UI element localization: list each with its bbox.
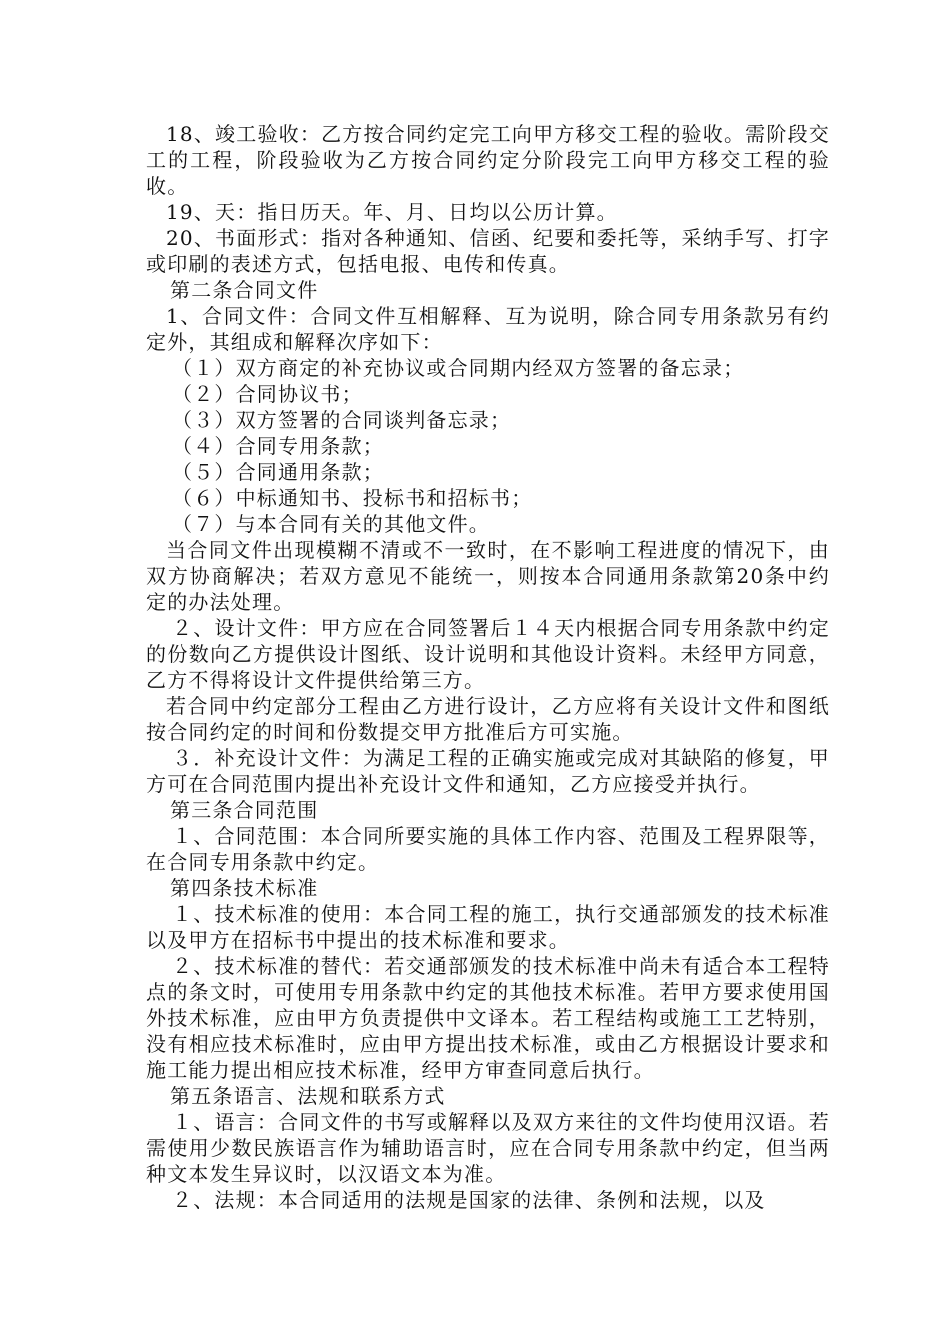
paragraph-contractor-design: 若合同中约定部分工程由乙方进行设计，乙方应将有关设计文件和图纸按合同约定的时间和份数提交甲方批准后方可实施。 xyxy=(146,694,830,744)
paragraph-standards-substitution: ２、技术标准的替代：若交通部颁发的技术标准中尚未有适合本工程特点的条文时，可使用专用条款中约定的其他技术标准。若甲方要求使用国外技术标准，应由甲方负责提供中文译本。若工程结构或施工工艺特别，没有相应技术标准时，应由甲方提出技术标准，或由乙方根据设计要求和施工能力提出相应技术标准，经甲方审查同意后执行。 xyxy=(146,954,830,1082)
paragraph-language: １、语言：合同文件的书写或解释以及双方来往的文件均使用汉语。若需使用少数民族语言作为辅助语言时，应在合同专用条款中约定，但当两种文本发生异议时，以汉语文本为准。 xyxy=(146,1110,830,1186)
heading-article-4: 第四条技术标准 xyxy=(170,876,319,900)
document-body xyxy=(146,121,830,1213)
heading-article-5: 第五条语言、法规和联系方式 xyxy=(170,1084,446,1108)
paragraph-ambiguity: 当合同文件出现模糊不清或不一致时，在不影响工程进度的情况下，由双方协商解决；若双方意见不能统一，则按本合同通用条款第20条中约定的办法处理。 xyxy=(146,538,830,614)
list-item: （４）合同专用条款； xyxy=(172,434,384,458)
paragraph-definition-18: 18、竣工验收：乙方按合同约定完工向甲方移交工程的验收。需阶段交工的工程，阶段验收为乙方按合同约定分阶段完工向甲方移交工程的验收。 xyxy=(146,122,830,198)
paragraph-definition-19: 19、天：指日历天。年、月、日均以公历计算。 xyxy=(166,200,618,224)
paragraph-definition-20: 20、书面形式：指对各种通知、信函、纪要和委托等，采纳手写、打字或印刷的表述方式，包括电报、电传和传真。 xyxy=(146,226,830,276)
paragraph-contract-documents: 1、合同文件：合同文件互相解释、互为说明，除合同专用条款另有约定外，其组成和解释次序如下： xyxy=(146,304,830,354)
list-item: （２）合同协议书； xyxy=(172,382,363,406)
paragraph-supplementary-design: ３．补充设计文件：为满足工程的正确实施或完成对其缺陷的修复，甲方可在合同范围内提出补充设计文件和通知，乙方应接受并执行。 xyxy=(146,746,830,796)
list-item: （５）合同通用条款； xyxy=(172,460,384,484)
heading-article-2: 第二条合同文件 xyxy=(170,278,319,302)
paragraph-contract-scope: １、合同范围：本合同所要实施的具体工作内容、范围及工程界限等，在合同专用条款中约定。 xyxy=(146,824,830,874)
list-item: （６）中标通知书、投标书和招标书； xyxy=(172,486,533,510)
list-item: （７）与本合同有关的其他文件。 xyxy=(172,512,490,536)
list-item: （１）双方商定的补充协议或合同期内经双方签署的备忘录； xyxy=(172,356,745,380)
heading-article-3: 第三条合同范围 xyxy=(170,798,319,822)
paragraph-regulations: ２、法规：本合同适用的法规是国家的法律、条例和法规，以及 xyxy=(172,1188,766,1212)
paragraph-standards-use: １、技术标准的使用：本合同工程的施工，执行交通部颁发的技术标准以及甲方在招标书中提出的技术标准和要求。 xyxy=(146,902,830,952)
paragraph-design-documents: ２、设计文件：甲方应在合同签署后１４天内根据合同专用条款中约定的份数向乙方提供设计图纸、设计说明和其他设计资料。未经甲方同意，乙方不得将设计文件提供给第三方。 xyxy=(146,616,830,692)
list-item: （３）双方签署的合同谈判备忘录； xyxy=(172,408,512,432)
